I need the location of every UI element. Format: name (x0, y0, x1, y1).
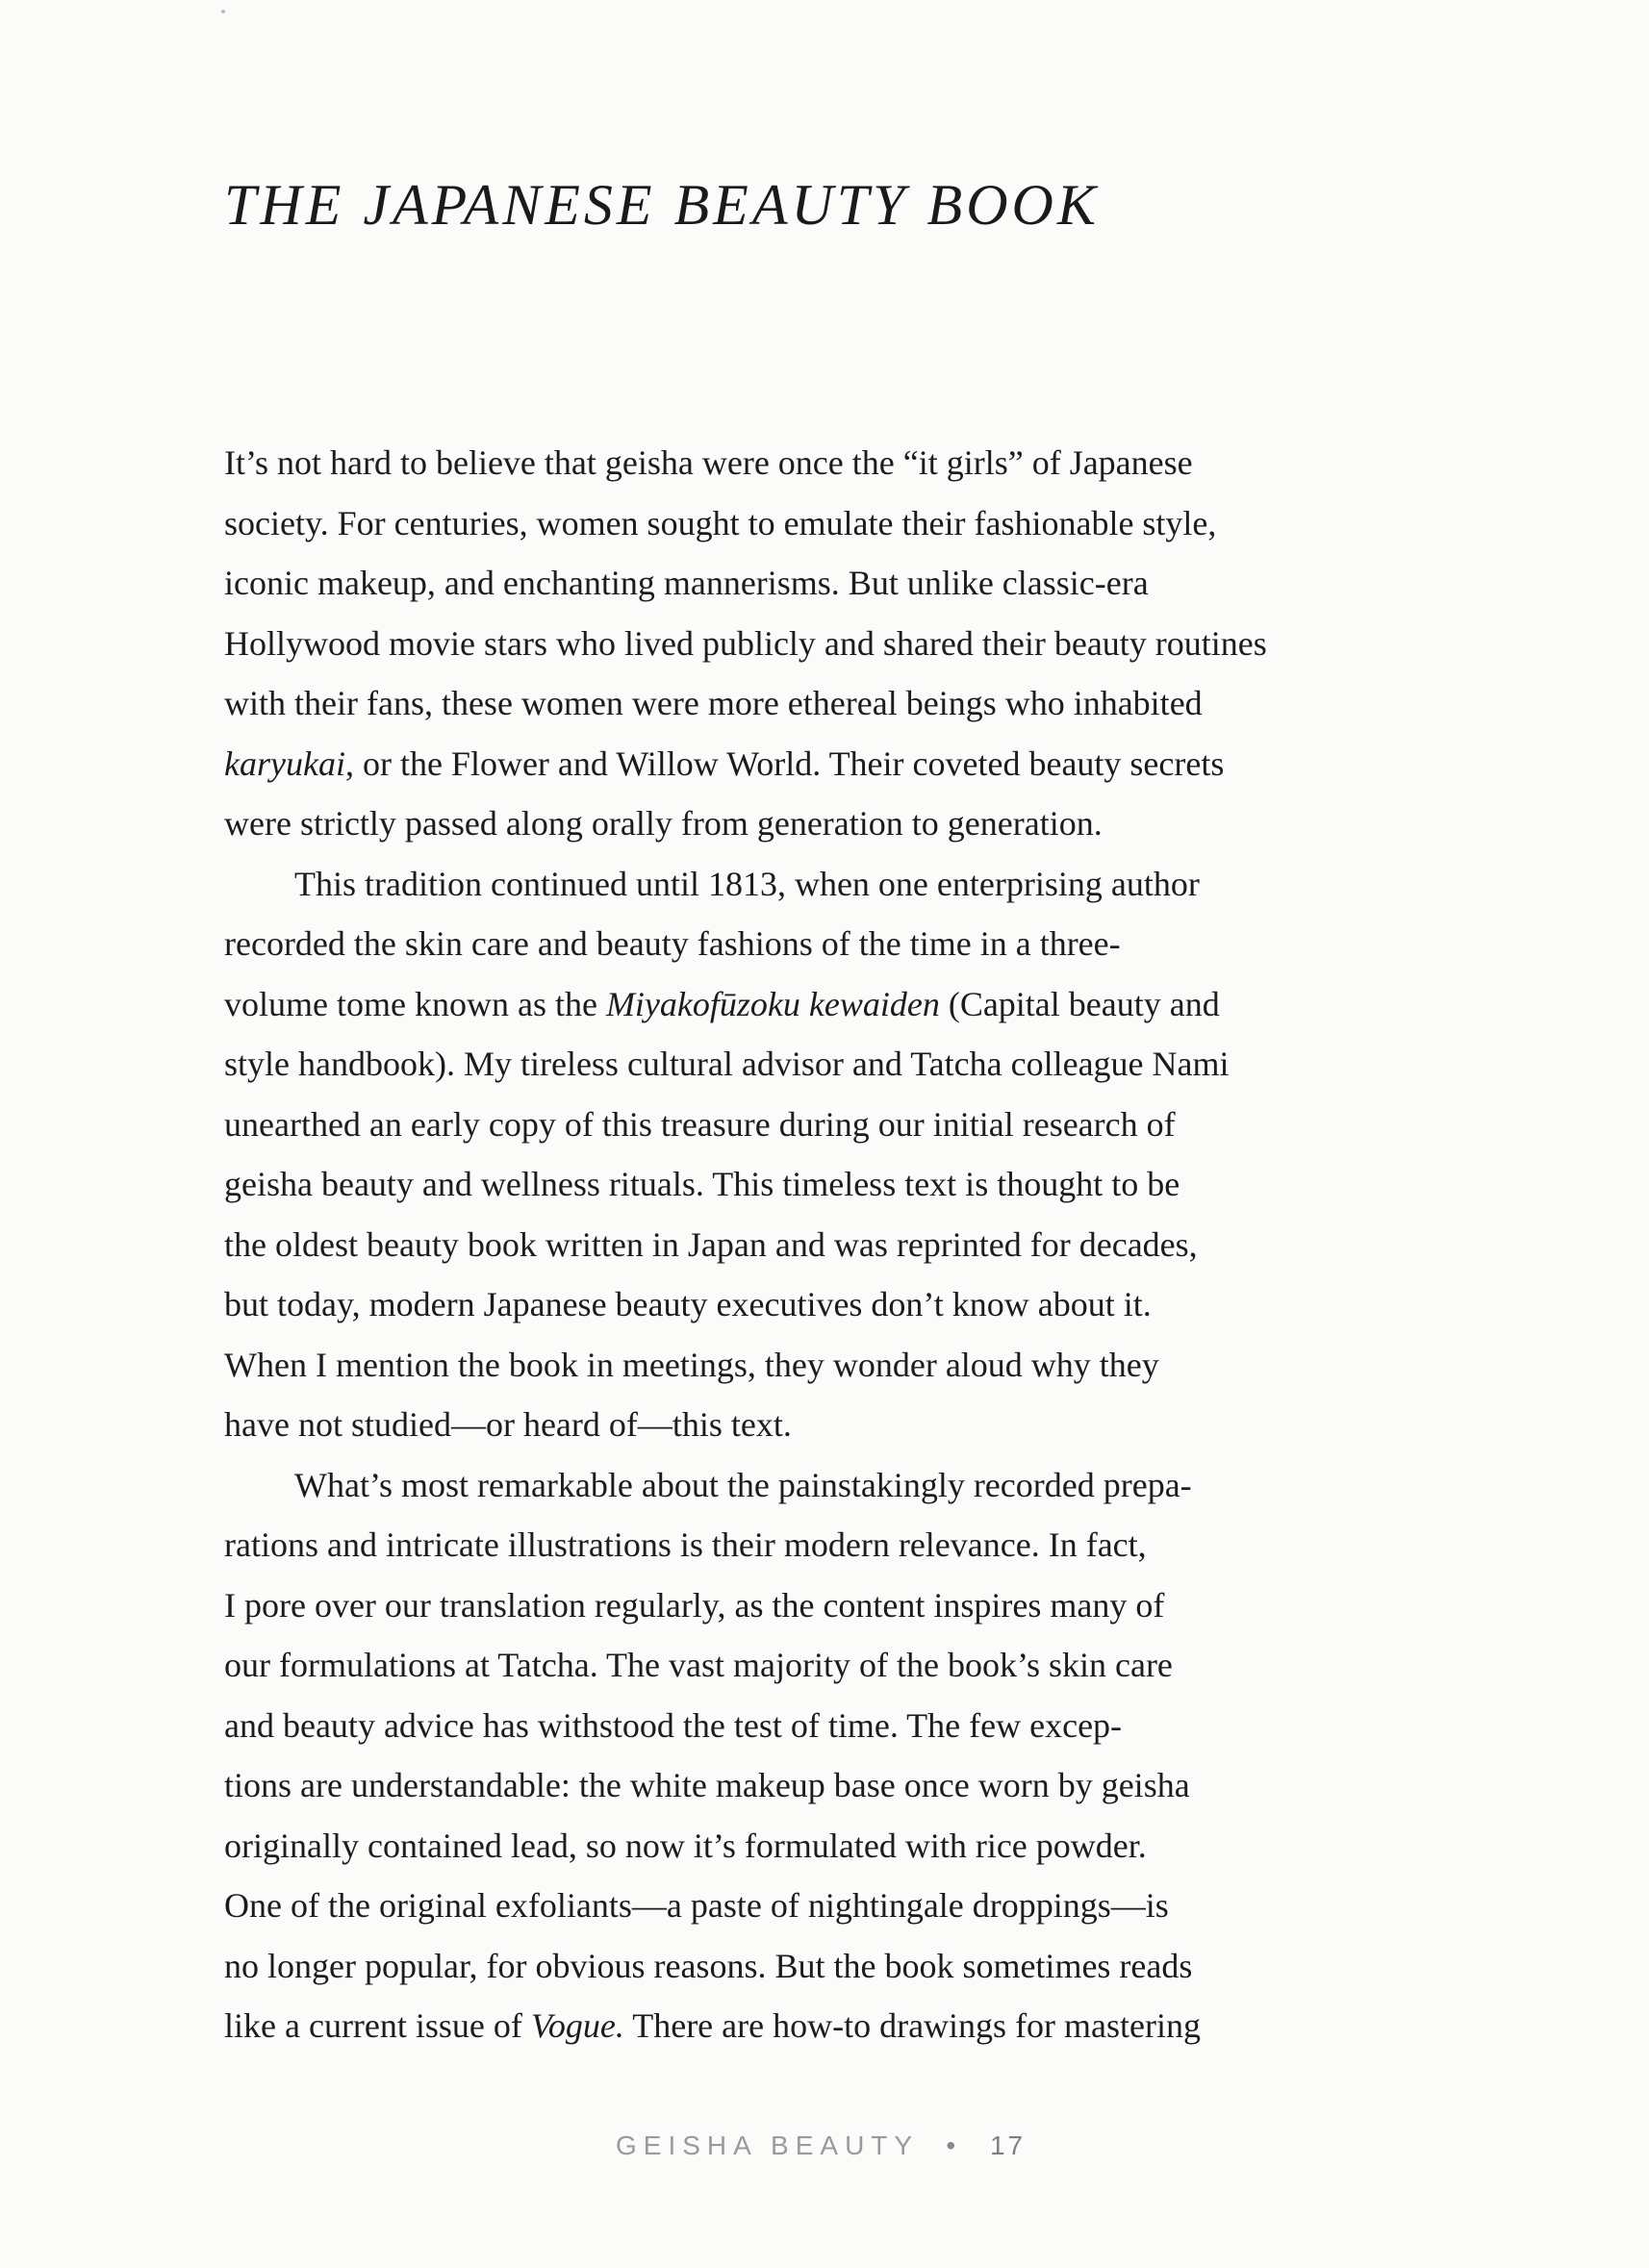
text-line (224, 493, 1422, 554)
text-line (224, 1996, 1422, 2056)
text-run: There are how-to drawings for mastering (623, 2006, 1202, 2045)
footer-separator: • (946, 2130, 963, 2160)
text-line (224, 974, 1422, 1035)
text-run: When I mention the book in meetings, they wonder aloud why they (224, 1345, 1159, 1384)
running-footer (616, 2130, 1026, 2161)
italic-term: Miyakofūzoku kewaiden (605, 984, 940, 1023)
text-run: style handbook). My tireless cultural advisor and Tatcha colleague Nami (224, 1045, 1230, 1083)
text-run: rations and intricate illustrations is their modern relevance. In fact, (224, 1525, 1147, 1564)
text-line (224, 914, 1422, 974)
text-line (224, 1876, 1422, 1936)
text-run: This tradition continued until 1813, when one enterprising author (294, 864, 1200, 903)
text-run: It’s not hard to believe that geisha were once the “it girls” of Japanese (224, 443, 1193, 482)
text-line (224, 1154, 1422, 1215)
italic-term: karyukai (224, 743, 345, 783)
text-line (224, 1635, 1422, 1696)
paragraph (224, 1455, 1422, 2056)
paragraph (224, 433, 1422, 854)
text-line (224, 1816, 1422, 1877)
text-line (224, 1696, 1422, 1756)
text-line (224, 734, 1422, 794)
text-line (224, 1335, 1422, 1396)
text-run: no longer popular, for obvious reasons. But the book sometimes reads (224, 1946, 1193, 1985)
text-line (224, 1755, 1422, 1816)
text-line (224, 614, 1422, 674)
text-line (224, 794, 1422, 854)
text-line (224, 673, 1422, 734)
page-number: 17 (989, 2130, 1027, 2160)
text-run: originally contained lead, so now it’s formulated with rice powder. (224, 1826, 1147, 1865)
italic-term: Vogue. (530, 2006, 624, 2045)
running-head: GEISHA BEAUTY (616, 2130, 919, 2160)
text-run: volume tome known as the (224, 984, 606, 1023)
text-run: One of the original exfoliants—a paste of nightingale droppings—is (224, 1886, 1169, 1925)
text-run: our formulations at Tatcha. The vast majority of the book’s skin care (224, 1646, 1173, 1684)
text-run: I pore over our translation regularly, as the content inspires many of (224, 1585, 1165, 1625)
text-run: and beauty advice has withstood the test of time. The few excep- (224, 1705, 1123, 1745)
text-run: What’s most remarkable about the painstakingly recorded prepa- (294, 1465, 1192, 1504)
scan-speck (221, 10, 225, 13)
text-line (224, 1095, 1422, 1155)
text-run: iconic makeup, and enchanting mannerisms. But unlike classic-era (224, 564, 1149, 602)
body-text (224, 433, 1422, 2056)
text-run: geisha beauty and wellness rituals. This timeless text is thought to be (224, 1165, 1180, 1203)
text-line (224, 553, 1422, 614)
text-run: but today, modern Japanese beauty executives don’t know about it. (224, 1285, 1152, 1323)
text-line (224, 433, 1422, 493)
page-title: THE JAPANESE BEAUTY BOOK (224, 173, 1100, 237)
text-line (224, 1274, 1422, 1335)
text-line (224, 1515, 1422, 1575)
text-run: with their fans, these women were more ethereal beings who inhabited (224, 684, 1203, 722)
text-run: the oldest beauty book written in Japan and was reprinted for decades, (224, 1224, 1198, 1264)
paragraph (224, 854, 1422, 1455)
text-run: society. For centuries, women sought to emulate their fashionable style, (224, 503, 1217, 542)
text-run: like a current issue of (224, 2006, 531, 2045)
text-line (224, 1034, 1422, 1095)
text-run: (Capital beauty and (939, 984, 1220, 1023)
text-run: were strictly passed along orally from generation to generation. (224, 804, 1103, 843)
text-line (224, 1575, 1422, 1636)
text-line (224, 1936, 1422, 1997)
text-line (224, 854, 1422, 915)
text-run: unearthed an early copy of this treasure during our initial research of (224, 1104, 1176, 1144)
text-line (224, 1395, 1422, 1455)
text-line (224, 1215, 1422, 1275)
text-run: have not studied—or heard of—this text. (224, 1405, 792, 1444)
text-run: Hollywood movie stars who lived publicly and shared their beauty routines (224, 623, 1267, 663)
text-run: tions are understandable: the white makeup base once worn by geisha (224, 1766, 1190, 1804)
text-run: , or the Flower and Willow World. Their coveted beauty secrets (344, 743, 1225, 783)
text-run: recorded the skin care and beauty fashions of the time in a three- (224, 924, 1121, 963)
text-line (224, 1455, 1422, 1516)
